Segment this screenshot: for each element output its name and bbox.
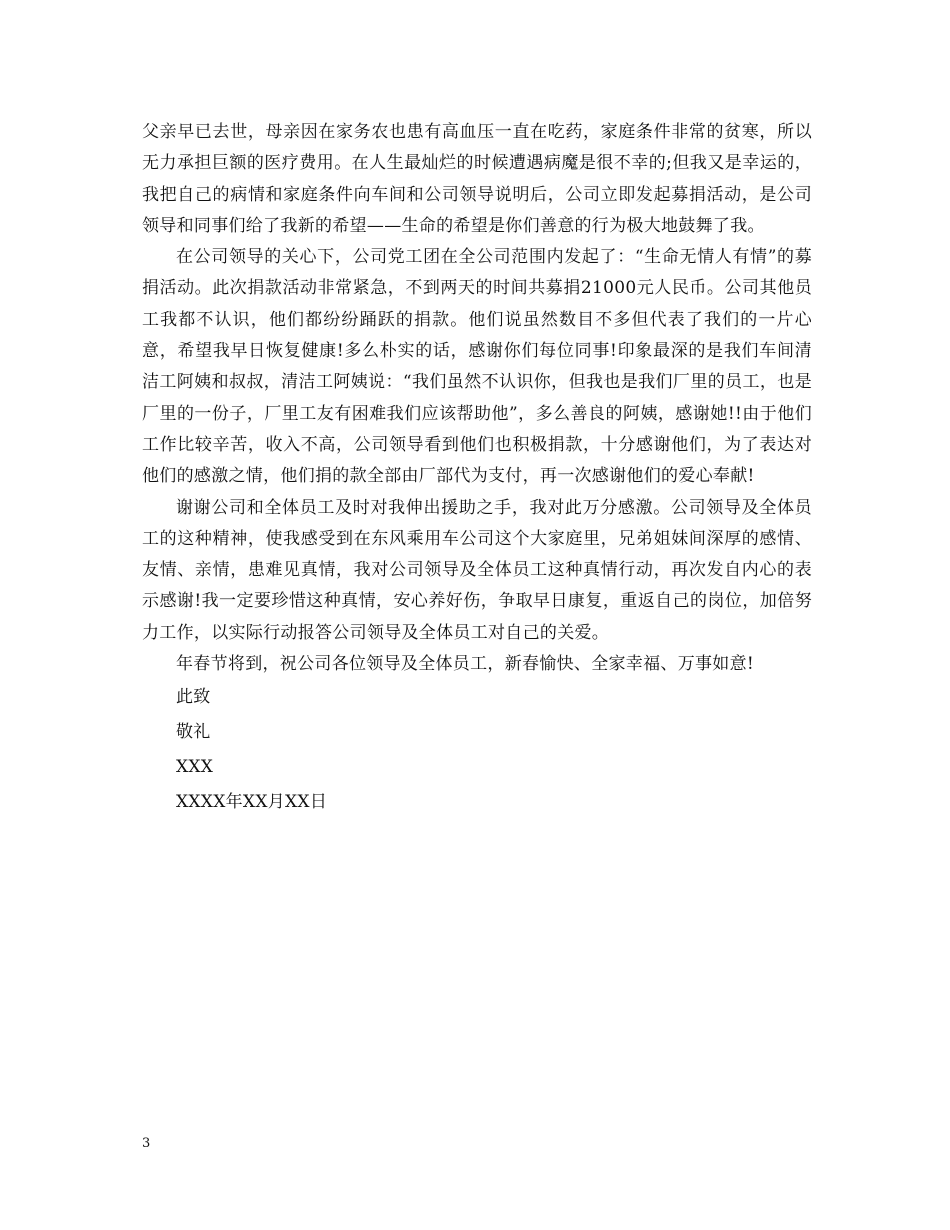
letter-date: XXXX年XX月XX日 (176, 792, 328, 813)
signature: XXX (176, 757, 214, 778)
letter-body (142, 117, 812, 820)
letter-closing (142, 680, 812, 820)
paragraph-gratitude: 谢谢公司和全体员工及时对我伸出援助之手，我对此万分感激。公司领导及全体员工的这种精神，使我感受到在东风乘用车公司这个大家庭里，兄弟姐妹间深厚的感情、友情、亲情，患难见真情，我对公司领导及全体员工这种真情行动，再次发自内心的表示感谢!我一定要珍惜这种真情，安心养好伤，争取早日康复，重返自己的岗位，加倍努力工作，以实际行动报答公司领导及全体员工对自己的关爱。 (142, 497, 812, 643)
closing-regards: 敬礼 (176, 722, 211, 743)
paragraph-family-situation: 父亲早已去世，母亲因在家务农也患有高血压一直在吃药，家庭条件非常的贫寒，所以无力承担巨额的医疗费用。在人生最灿烂的时候遭遇病魔是很不幸的;但我又是幸运的，我把自己的病情和家庭条件向车间和公司领导说明后，公司立即发起募捐活动，是公司领导和同事们给了我新的希望——生命的希望是你们善意的行为极大地鼓舞了我。 (142, 122, 812, 236)
page-number: 3 (142, 1136, 151, 1151)
closing-salutation: 此致 (176, 687, 211, 708)
paragraph-new-year-wishes: 年春节将到，祝公司各位领导及全体员工，新春愉快、全家幸福、万事如意! (176, 654, 755, 675)
paragraph-donation-campaign: 在公司领导的关心下，公司党工团在全公司范围内发起了：“生命无情人有情”的募捐活动。此次捐款活动非常紧急，不到两天的时间共募捐21000元人民币。公司其他员工我都不认识，他们都纷纷踊跃的捐款。他们说虽然数目不多但代表了我们的一片心意，希望我早日恢复健康!多么朴实的话，感谢你们每位同事!印象最深的是我们车间清洁工阿姨和叔叔，清洁工阿姨说：“我们虽然不认识你，但我也是我们厂里的员工，也是厂里的一份子，厂里工友有困难我们应该帮助他”，多么善良的阿姨，感谢她!!由于他们工作比较辛苦，收入不高，公司领导看到他们也积极捐款，十分感谢他们，为了表达对他们的感激之情，他们捐的款全部由厂部代为支付，再一次感谢他们的爱心奉献! (142, 247, 812, 487)
